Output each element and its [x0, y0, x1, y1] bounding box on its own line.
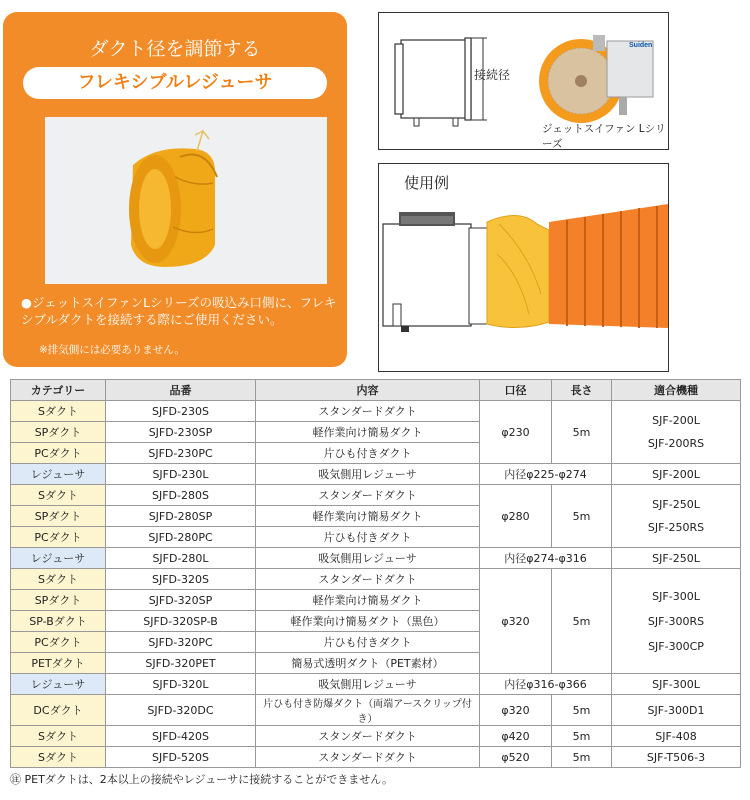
spec-table	[10, 379, 741, 768]
header-code: 品番	[106, 380, 256, 401]
row-desc: 片ひも付きダクト	[256, 632, 480, 653]
promo-description: ●ジェットスイファンLシリーズの吸込み口側に、フレキシブルダクトを接続する際にご使用ください。	[21, 295, 337, 327]
row-bore: 内径φ316-φ366	[480, 674, 612, 695]
row-bore: φ420	[480, 726, 552, 747]
row-desc: 片ひも付きダクト	[256, 527, 480, 548]
table-row	[11, 485, 741, 506]
row-model	[612, 569, 741, 674]
model-line: SJF-300L	[652, 589, 700, 603]
row-code: SJFD-230PC	[106, 443, 256, 464]
row-category: PCダクト	[11, 527, 106, 548]
row-desc: 片ひも付き防爆ダクト（両端アースクリップ付き）	[256, 695, 480, 726]
reducer-photo	[45, 117, 327, 284]
row-length: 5m	[552, 401, 612, 464]
row-code: SJFD-320PC	[106, 632, 256, 653]
row-length: 5m	[552, 747, 612, 768]
header-content: 内容	[256, 380, 480, 401]
row-category: PETダクト	[11, 653, 106, 674]
row-desc: 片ひも付きダクト	[256, 443, 480, 464]
row-length: 5m	[552, 695, 612, 726]
row-bore: φ520	[480, 747, 552, 768]
row-category: SP-Bダクト	[11, 611, 106, 632]
table-row	[11, 401, 741, 422]
row-code: SJFD-320DC	[106, 695, 256, 726]
row-category: PCダクト	[11, 443, 106, 464]
row-code: SJFD-320PET	[106, 653, 256, 674]
promo-title: フレキシブルレジューサ	[23, 67, 327, 99]
row-desc: 軽作業向け簡易ダクト（黒色）	[256, 611, 480, 632]
usage-title: 使用例	[404, 174, 450, 192]
row-model: SJF-408	[612, 726, 741, 747]
row-category: SPダクト	[11, 506, 106, 527]
row-desc: 軽作業向け簡易ダクト	[256, 422, 480, 443]
row-category: レジューサ	[11, 464, 106, 485]
row-model: SJF-T506-3	[612, 747, 741, 768]
row-category: PCダクト	[11, 632, 106, 653]
row-desc: 簡易式透明ダクト（PET素材）	[256, 653, 480, 674]
table-row	[11, 674, 741, 695]
row-length: 5m	[552, 569, 612, 674]
model-line: SJF-250RS	[647, 521, 705, 534]
dimension-label: 接続径	[474, 68, 511, 82]
promo-subtitle: ダクト径を調節する	[89, 38, 261, 60]
row-model: SJF-250L	[612, 548, 741, 569]
row-desc: スタンダードダクト	[256, 747, 480, 768]
row-bore: φ320	[480, 569, 552, 674]
row-code: SJFD-320L	[106, 674, 256, 695]
row-category: SPダクト	[11, 590, 106, 611]
row-bore: φ280	[480, 485, 552, 548]
row-desc: 吸気側用レジューサ	[256, 674, 480, 695]
row-model	[612, 485, 741, 548]
header-length: 長さ	[552, 380, 612, 401]
table-row	[11, 464, 741, 485]
row-desc: 軽作業向け簡易ダクト	[256, 506, 480, 527]
model-line: SJF-300RS	[647, 614, 705, 628]
row-code: SJFD-280SP	[106, 506, 256, 527]
row-code: SJFD-280L	[106, 548, 256, 569]
row-category: Sダクト	[11, 747, 106, 768]
model-line: SJF-250L	[652, 498, 700, 511]
row-code: SJFD-280S	[106, 485, 256, 506]
row-desc: スタンダードダクト	[256, 726, 480, 747]
fan-caption: ジェットスイファン Lシリーズ	[542, 123, 666, 150]
row-desc: 軽作業向け簡易ダクト	[256, 590, 480, 611]
row-category: Sダクト	[11, 569, 106, 590]
model-line: SJF-200RS	[647, 437, 705, 450]
row-model: SJF-200L	[612, 464, 741, 485]
row-category: Sダクト	[11, 401, 106, 422]
row-category: レジューサ	[11, 674, 106, 695]
row-length: 5m	[552, 726, 612, 747]
row-category: SPダクト	[11, 422, 106, 443]
header-category: カテゴリー	[11, 380, 106, 401]
row-category: Sダクト	[11, 485, 106, 506]
model-line: SJF-200L	[652, 414, 700, 427]
row-bore: φ230	[480, 401, 552, 464]
table-row	[11, 548, 741, 569]
row-code: SJFD-230L	[106, 464, 256, 485]
promo-panel	[3, 12, 347, 367]
row-category: DCダクト	[11, 695, 106, 726]
row-desc: スタンダードダクト	[256, 485, 480, 506]
row-code: SJFD-230S	[106, 401, 256, 422]
row-code: SJFD-320SP-B	[106, 611, 256, 632]
row-bore: 内径φ274-φ316	[480, 548, 612, 569]
footnote: ㊟ PETダクトは、2本以上の接続やレジューサに接続することができません。	[10, 773, 393, 786]
row-model: SJF-300L	[612, 674, 741, 695]
usage-panel	[378, 163, 669, 372]
table-row	[11, 569, 741, 590]
table-row	[11, 726, 741, 747]
row-desc: 吸気側用レジューサ	[256, 464, 480, 485]
row-length: 5m	[552, 485, 612, 548]
table-row	[11, 747, 741, 768]
table-header-row	[11, 380, 741, 401]
fan-brand: Suiden	[629, 42, 653, 49]
promo-note: ※排気側には必要ありません。	[39, 344, 185, 356]
header-bore: 口径	[480, 380, 552, 401]
row-code: SJFD-520S	[106, 747, 256, 768]
table-row	[11, 695, 741, 726]
row-code: SJFD-280PC	[106, 527, 256, 548]
row-category: レジューサ	[11, 548, 106, 569]
row-desc: 吸気側用レジューサ	[256, 548, 480, 569]
row-desc: スタンダードダクト	[256, 569, 480, 590]
row-category: Sダクト	[11, 726, 106, 747]
row-desc: スタンダードダクト	[256, 401, 480, 422]
row-bore: φ320	[480, 695, 552, 726]
row-bore: 内径φ225-φ274	[480, 464, 612, 485]
row-model: SJF-300D1	[612, 695, 741, 726]
row-code: SJFD-420S	[106, 726, 256, 747]
row-code: SJFD-230SP	[106, 422, 256, 443]
row-code: SJFD-320SP	[106, 590, 256, 611]
row-code: SJFD-320S	[106, 569, 256, 590]
header-model: 適合機種	[612, 380, 741, 401]
model-line: SJF-300CP	[648, 639, 704, 653]
row-model	[612, 401, 741, 464]
